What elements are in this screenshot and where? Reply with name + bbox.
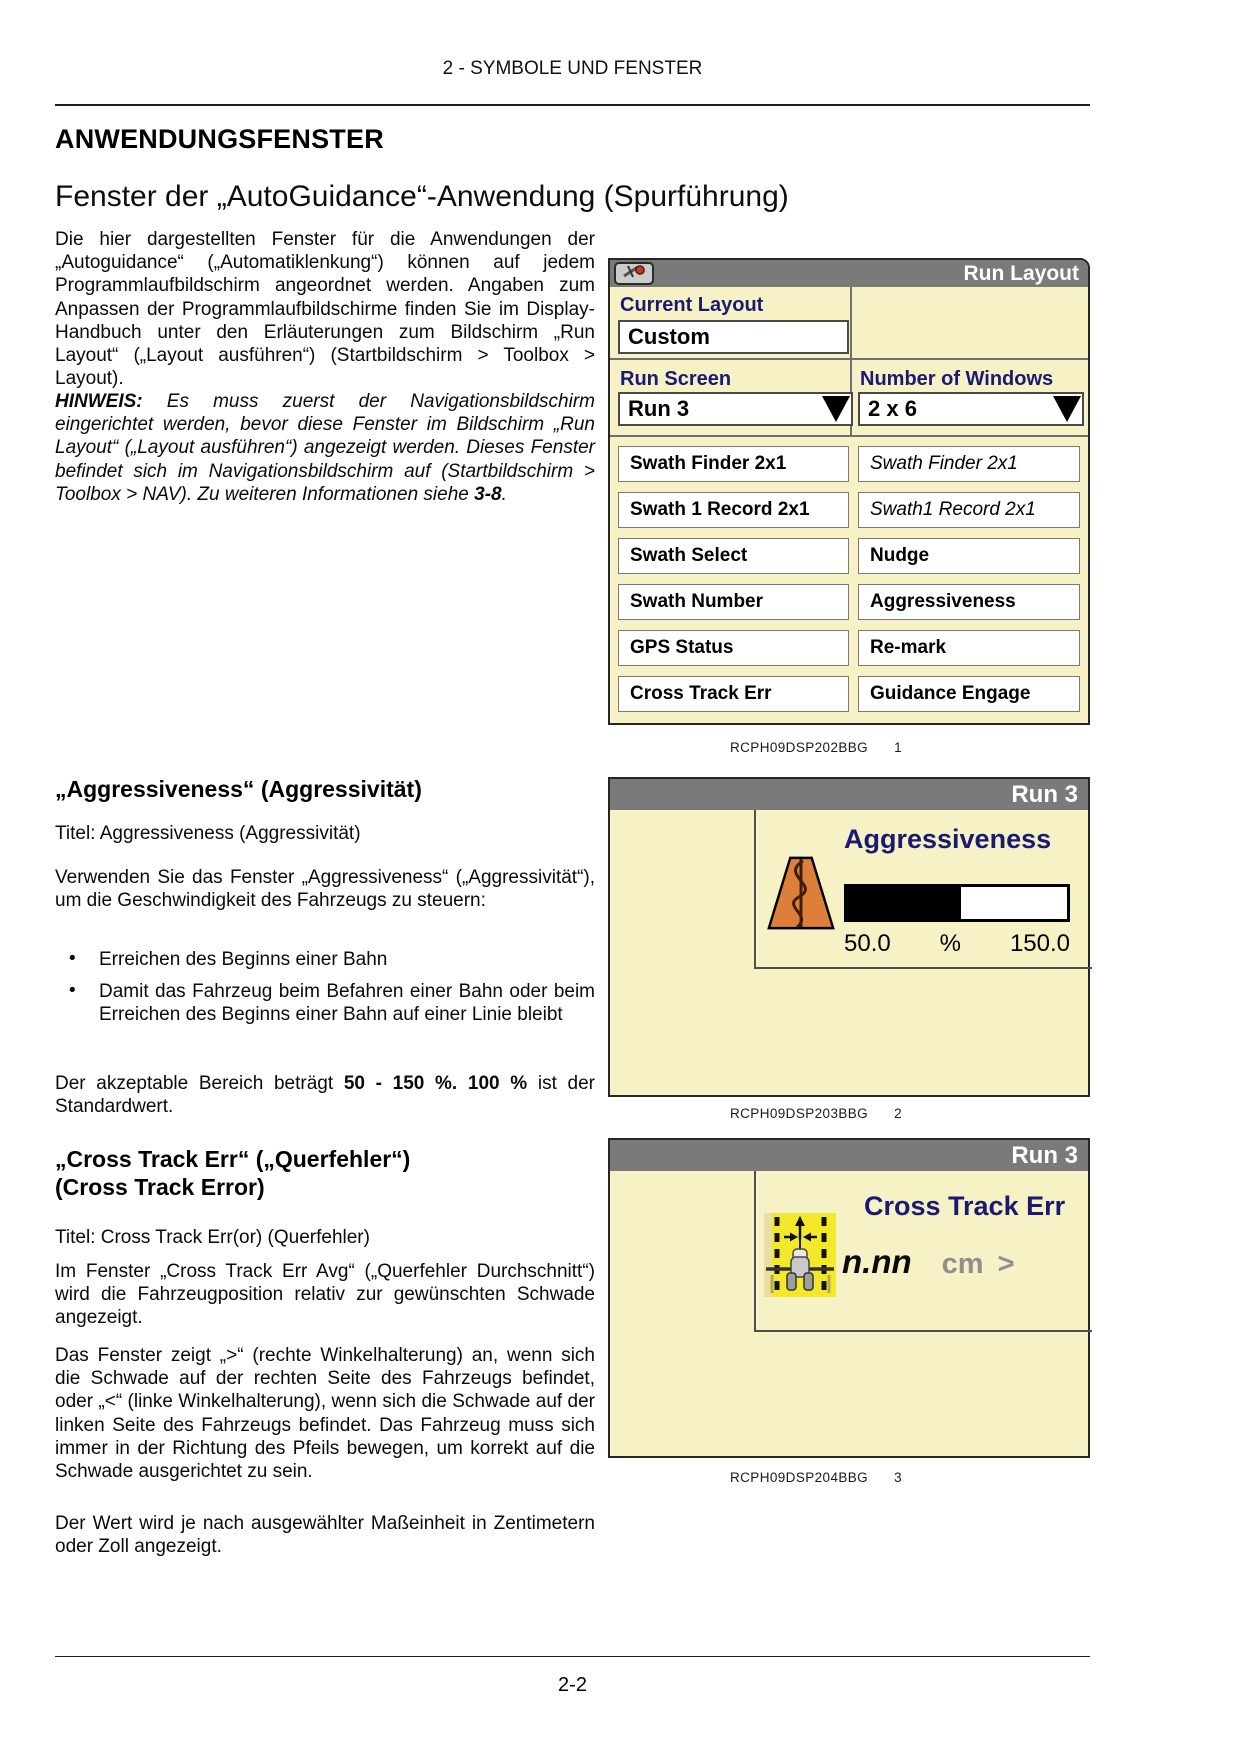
window-button-nudge[interactable]: Nudge [858, 538, 1080, 574]
widget-title: Cross Track Err [864, 1191, 1066, 1221]
titlebar-tools-button[interactable] [614, 262, 654, 285]
figure-code: RCPH09DSP203BBG [730, 1106, 869, 1121]
run3-aggressiveness-window [608, 777, 1090, 1097]
number-of-windows-value: 2 x 6 [868, 396, 917, 421]
window-button-swath-finder[interactable]: Swath Finder 2x1 [618, 446, 849, 482]
run-screen-label: Run Screen [620, 368, 732, 390]
footer-rule [55, 1656, 1090, 1657]
figure-number: 1 [894, 740, 902, 755]
section-heading-cross-track [55, 1146, 410, 1201]
window-button-swath1-record[interactable]: Swath 1 Record 2x1 [618, 492, 849, 528]
window-button-guidance-engage[interactable]: Guidance Engage [858, 676, 1080, 712]
aggressiveness-bar [844, 884, 1070, 922]
widget-title: Aggressiveness [844, 824, 1052, 854]
scale-min: 50.0 [844, 930, 891, 957]
window-button-swath-number[interactable]: Swath Number [618, 584, 849, 620]
titel-line: Titel: Aggressiveness (Aggressivität) [55, 823, 361, 844]
section-heading-aggressiveness: „Aggressiveness“ (Aggressivität) [55, 776, 422, 802]
cross-track-widget [754, 1171, 1092, 1332]
run-screen-dropdown[interactable] [618, 392, 853, 426]
current-layout-field[interactable]: Custom [618, 320, 849, 354]
bullet-list [55, 948, 595, 1036]
cross-track-value-row [842, 1243, 1015, 1281]
direction-indicator: > [997, 1248, 1015, 1280]
bullet-item: • Erreichen des Beginns einer Bahn [55, 948, 595, 971]
scale-max: 150.0 [1009, 930, 1070, 957]
aggressiveness-bar-fill [847, 887, 961, 919]
body-paragraph: Verwenden Sie das Fenster „Aggressiveness“ („Aggressivität“), um die Geschwindigkeit des Fahrzeugs zu steuern: [55, 867, 595, 912]
aggressiveness-widget [754, 810, 1092, 969]
figure-caption [730, 740, 902, 755]
tools-icon [620, 264, 648, 284]
window-button-cross-track-err[interactable]: Cross Track Err [618, 676, 849, 712]
run-layout-titlebar: Run Layout [610, 260, 1088, 287]
current-layout-label: Current Layout [620, 294, 764, 316]
note-crossref: 3-8 [474, 483, 502, 505]
figure-caption [730, 1106, 902, 1121]
section-title: ANWENDUNGSFENSTER [55, 124, 384, 154]
titel-line: Titel: Cross Track Err(or) (Querfehler) [55, 1227, 370, 1248]
run3-titlebar: Run 3 [610, 779, 1088, 810]
range-text: Der akzeptable Bereich beträgt [55, 1073, 344, 1094]
bullet-item: • Damit das Fahrzeug beim Befahren einer Bahn oder beim Erreichen des Beginns einer Bahn auf einer Linie bleibt [55, 980, 595, 1026]
note-paragraph [55, 390, 595, 506]
note-text: Es muss zuerst der Navigationsbildschirm eingerichtet werden, bevor diese Fenster im Bildschirm „Run Layout“ („Layout ausführen“) angezeigt werden. Dieses Fenster befindet sich im Navigationsbildschirm auf (Startbildschirm > Toolbox > NAV). Zu weiteren Informationen siehe [55, 391, 595, 505]
note-suffix: . [501, 483, 507, 505]
row-divider-2 [610, 435, 1088, 437]
run-layout-window [608, 258, 1090, 725]
heading-line: (Cross Track Error) [55, 1173, 265, 1200]
run3-cross-track-window [608, 1138, 1090, 1458]
intro-paragraph: Die hier dargestellten Fenster für die Anwendungen der „Autoguidance“ („Automatiklenkung“) können auf jedem Programmlaufbildschirm angeordnet werden. Angaben zum Anpassen der Programmlaufbildschirme finden Sie im Display-Handbuch unter den Erläuterungen zum Bildschirm „Run Layout“ („Layout ausführen“) (Startbildschirm > Toolbox > Layout). [55, 229, 595, 390]
number-of-windows-dropdown[interactable] [858, 392, 1084, 426]
bar-scale [844, 930, 1070, 958]
default-value: 100 % [467, 1073, 528, 1094]
window-button-gps-status[interactable]: GPS Status [618, 630, 849, 666]
window-button-re-mark[interactable]: Re-mark [858, 630, 1080, 666]
window-button-swath-finder-2[interactable]: Swath Finder 2x1 [858, 446, 1080, 482]
figure-caption [730, 1470, 902, 1485]
window-button-swath-select[interactable]: Swath Select [618, 538, 849, 574]
run-screen-value: Run 3 [628, 396, 690, 421]
number-of-windows-label: Number of Windows [860, 368, 1054, 390]
window-button-swath1-record-2[interactable]: Swath1 Record 2x1 [858, 492, 1080, 528]
triangle-down-icon[interactable] [822, 396, 850, 422]
cross-track-unit: cm [941, 1248, 984, 1280]
figure-code: RCPH09DSP204BBG [730, 1470, 869, 1485]
scale-unit: % [939, 930, 961, 957]
body-paragraph: Der Wert wird je nach ausgewählter Maßeinheit in Zentimetern oder Zoll angezeigt. [55, 1513, 595, 1558]
header-rule [55, 104, 1090, 106]
note-label: HINWEIS: [55, 391, 143, 412]
heading-line: „Cross Track Err“ („Querfehler“) [55, 1146, 411, 1172]
page-number: 2-2 [558, 1674, 587, 1696]
window-button-aggressiveness[interactable]: Aggressiveness [858, 584, 1080, 620]
figure-code: RCPH09DSP202BBG [730, 740, 869, 755]
range-text-end: ist der Standardwert. [55, 1073, 596, 1118]
cross-track-value: n.nn [842, 1243, 912, 1280]
row-divider-1 [610, 358, 1088, 360]
run3-titlebar: Run 3 [610, 1140, 1088, 1171]
chapter-title: Fenster der „AutoGuidance“-Anwendung (Spurführung) [55, 180, 789, 213]
body-paragraph: Im Fenster „Cross Track Err Avg“ („Querfehler Durchschnitt“) wird die Fahrzeugposition relativ zur gewünschten Schwade angezeigt. [55, 1261, 595, 1329]
swath-curve-icon [762, 854, 840, 937]
range-value: 50 - 150 %. [343, 1073, 458, 1094]
figure-number: 2 [894, 1106, 902, 1121]
body-paragraph [55, 1072, 595, 1118]
cross-track-icon [764, 1213, 836, 1302]
figure-number: 3 [894, 1470, 902, 1485]
range-spacer [457, 1073, 468, 1094]
triangle-down-icon[interactable] [1053, 396, 1081, 422]
page-header: 2 - SYMBOLE UND FENSTER [442, 58, 703, 79]
body-paragraph: Das Fenster zeigt „>“ (rechte Winkelhalterung) an, wenn sich die Schwade auf der rechten Seite des Fahrzeugs befindet, oder „<“ (linke Winkelhalterung), wenn sich die Schwade auf der linken Seite des Fahrzeugs befindet. Das Fahrzeug muss sich immer in der Richtung des Pfeils bewegen, um korrekt auf die Schwade ausgerichtet zu sein. [55, 1345, 595, 1482]
